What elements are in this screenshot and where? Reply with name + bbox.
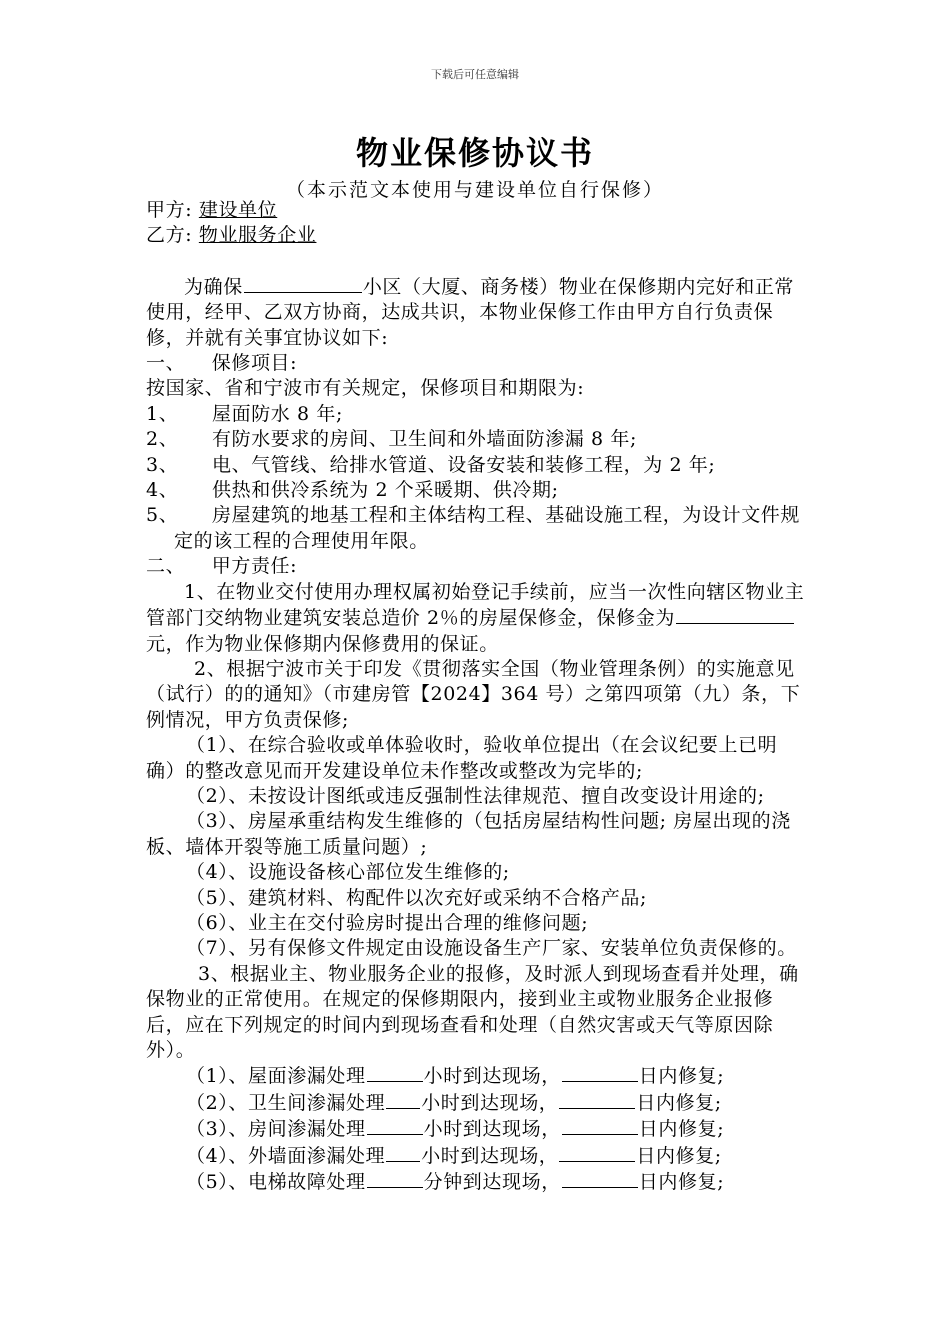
blank-response-time [367, 1116, 423, 1135]
item-number: 1、 [146, 402, 179, 425]
responsibility-case: （3）、房屋承重结构发生维修的（包括房屋结构性问题; 房屋出现的浇板、墙体开裂等施工质量问题）; [146, 810, 791, 858]
blank-repair-days [559, 1143, 635, 1162]
section2-p3: 3、根据业主、物业服务企业的报修，及时派人到现场查看并处理，确保物业的正常使用。在规定的保修期限内，接到业主或物业服务企业报修后，应在下列规定的时间内到现场查看和处理（自然灾害或天气等原因除外）。 [146, 962, 799, 1061]
party-b-value: 物业服务企业 [198, 224, 317, 247]
item-text: 电、气管线、给排水管道、设备安装和装修工程，为 2 年; [212, 453, 716, 476]
repair-time-item [146, 1090, 806, 1116]
section1-item [146, 453, 806, 478]
repair-tail: 日内修复; [636, 1091, 722, 1114]
blank-response-time [367, 1063, 423, 1082]
section1-heading: 一、 保修项目: [146, 352, 298, 375]
item-text: 房屋建筑的地基工程和主体结构工程、基础设施工程，为设计文件规定的该工程的合理使用年限。 [174, 504, 801, 552]
item-text: 屋面防水 8 年; [212, 402, 343, 425]
document-title: 物业保修协议书 [355, 134, 594, 172]
repair-time-item [146, 1143, 806, 1169]
repair-unit: 小时到达现场， [423, 1065, 561, 1088]
party-a [146, 198, 806, 223]
party-a-label: 甲方: [146, 199, 193, 221]
repair-unit: 小时到达现场， [423, 1118, 561, 1141]
responsibility-case: （2）、未按设计图纸或违反强制性法律规范、擅自改变设计用途的; [186, 784, 765, 807]
blank-repair-days [562, 1169, 638, 1188]
responsibility-case: （7）、另有保修文件规定由设施设备生产厂家、安装单位负责保修的。 [186, 937, 797, 960]
repair-time-list [146, 1063, 806, 1195]
section2-cases [146, 733, 806, 962]
party-b [146, 223, 806, 248]
item-number: 5、 [146, 504, 179, 527]
repair-unit: 分钟到达现场， [423, 1171, 561, 1194]
blank-response-time [367, 1169, 423, 1188]
blank-response-time [386, 1090, 420, 1109]
repair-tail: 日内修复; [636, 1144, 722, 1167]
responsibility-case: （1）、在综合验收或单体验收时，验收单位提出（在会议纪要上已明确）的整改意见而开发建设单位未作整改或整改为完毕的; [146, 734, 778, 782]
repair-label: （2）、卫生间渗漏处理 [186, 1091, 386, 1114]
repair-label: （1）、屋面渗漏处理 [186, 1065, 366, 1088]
repair-label: （3）、房间渗漏处理 [186, 1118, 366, 1141]
section1-item [146, 427, 806, 452]
header-note: 下载后可任意编辑 [431, 68, 519, 81]
party-b-label: 乙方: [146, 224, 193, 247]
p1-text-b: 元，作为物业保修期内保修费用的保证。 [146, 632, 499, 655]
blank-response-time [386, 1143, 420, 1162]
repair-tail: 日内修复; [638, 1118, 725, 1141]
blank-deposit-amount [676, 605, 794, 624]
item-text: 有防水要求的房间、卫生间和外墙面防渗漏 8 年; [212, 428, 637, 451]
blank-repair-days [559, 1090, 635, 1109]
section1-item [146, 402, 806, 427]
repair-tail: 日内修复; [638, 1171, 725, 1194]
blank-repair-days [562, 1116, 638, 1135]
responsibility-case: （6）、业主在交付验房时提出合理的维修问题; [186, 911, 589, 934]
intro-text-2: 小区（大厦、商务楼）物业在保修期内完好和正常使用，经甲、乙双方协商，达成共识，本物业保修工作由甲方自行负责保修，并就有关事宜协议如下: [146, 275, 795, 349]
item-number: 2、 [146, 428, 179, 451]
section1-lead: 按国家、省和宁波市有关规定，保修项目和期限为: [146, 377, 585, 400]
intro-paragraph [146, 274, 806, 351]
section2-heading: 二、 甲方责任: [146, 555, 298, 578]
item-number: 4、 [146, 479, 179, 502]
responsibility-case: （4）、设施设备核心部位发生维修的; [186, 861, 510, 884]
document-body [146, 198, 806, 1195]
blank-community-name [244, 274, 362, 293]
section2-p1 [146, 580, 806, 657]
party-a-value: 建设单位 [198, 199, 278, 221]
p1-text-a: 1、在物业交付使用办理权属初始登记手续前，应当一次性向辖区物业主管部门交纳物业建筑安装总造价 2％的房屋保修金，保修金为 [146, 580, 805, 630]
repair-tail: 日内修复; [638, 1065, 725, 1088]
item-text: 供热和供冷系统为 2 个采暖期、供冷期; [212, 479, 559, 502]
document-subtitle: （本示范文本使用与建设单位自行保修） [285, 179, 664, 201]
repair-time-item [146, 1169, 806, 1195]
repair-unit: 小时到达现场， [421, 1144, 559, 1167]
repair-label: （4）、外墙面渗漏处理 [186, 1144, 386, 1167]
repair-time-item [146, 1116, 806, 1142]
section1-items [146, 402, 806, 554]
section1-item [146, 478, 806, 503]
responsibility-case: （5）、建筑材料、构配件以次充好或采纳不合格产品; [186, 886, 647, 909]
section1-item [146, 503, 806, 554]
section2-p2: 2、根据宁波市关于印发《贯彻落实全国（物业管理条例）的实施意见（试行）的的通知》（市建房管【2024】364 号）之第四项第（九）条，下例情况，甲方负责保修; [146, 657, 801, 731]
blank-repair-days [562, 1063, 638, 1082]
item-number: 3、 [146, 453, 179, 476]
repair-time-item [146, 1063, 806, 1089]
intro-text-1: 为确保 [184, 275, 243, 298]
repair-label: （5）、电梯故障处理 [186, 1171, 366, 1194]
repair-unit: 小时到达现场， [421, 1091, 559, 1114]
